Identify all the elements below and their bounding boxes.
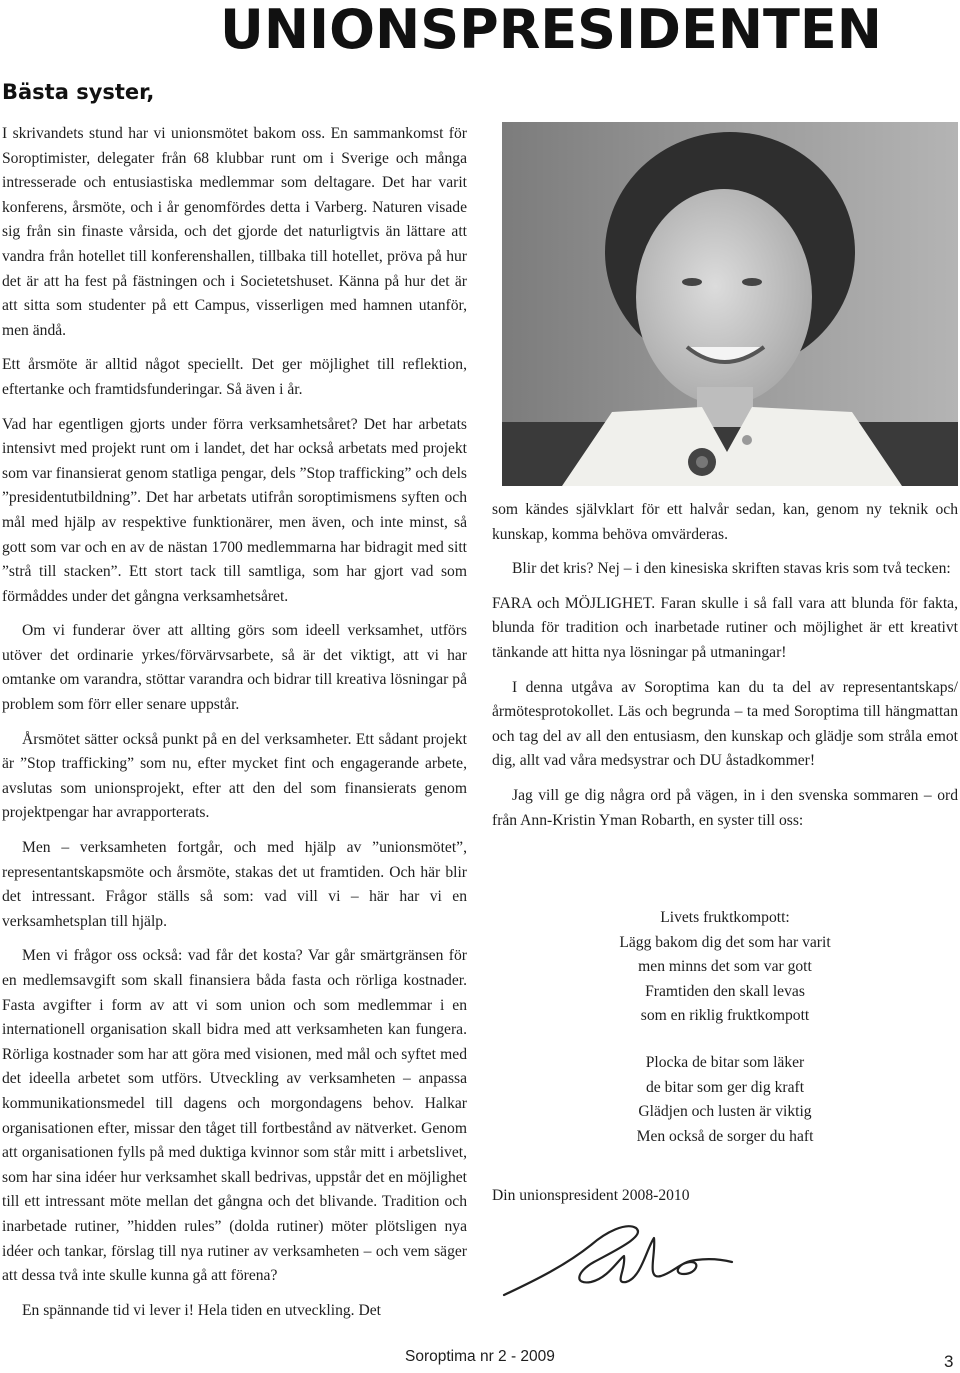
poem-line: Framtiden den skall levas [645,982,805,1000]
paragraph: Årsmötet sätter också punkt på en del verksamheter. Ett sådant projekt är ”Stop trafficking” som nu, efter mycket fint och engagerande arbete, avslutas som unionsprojekt, efter att den del som finansierats genom projektpengar har avrapporterats. [2,730,467,822]
paragraph: Vad har egentligen gjorts under förra verksamhetsåret? Det har arbetats intensivt med projekt runt om i landet, det har också arbetats med projekt som var finansierat genom statliga pengar, dels ”Stop trafficking” och dels ”presidentutbildning”. Det har arbetats utifrån soroptimismens syften och mål med hjälp av respektive funktionärer, men även, och inte minst, så gott som var och en av de nästan 1700 medlemmarna har bidragit med sitt ”strå till stacken”. Ett stort tack till samtliga, som har gjort vad som förmåddes under det gångna verksamhetsåret. [2,415,467,605]
paragraph: Men vi frågor oss också: vad får det kosta? Var går smärtgränsen för en medlemsavgift som skall finansiera båda fasta och rörliga kostnader. Fasta avgifter i form av att vi som union och som medlemmar i en internationell organisation skall bidra med att verksamheten kan fungera. Rörliga kostnader som har att göra med visionen, med mål och syftet med det ideella arbetet som utförs. Utveckling av verksamheten – anpassa kommunikationsmedel till dagens och morgondagens behov. Halkar organisationen efter, missar den tåget till fortbestånd av nätverket. Genom att organisationen fylls på med duktiga kvinnor som står mitt i arbetslivet, som har sina idéer hur verksamhet skall bedrivas, uppstår det en möjlighet till ett intressant möte mellan det gångna och det blivande. Tradition och inarbetade rutiner, ”hidden rules” (dolda rutiner) möter plötsligen nya idéer och tankar, förslag till nya rutiner av verksamheten – och vem säger att dessa två inte skulle kunna gå att förena? [2,947,467,1285]
poem [492,906,958,1171]
poem-stanza [492,1051,958,1149]
poem-line: Plocka de bitar som läker [645,1053,805,1071]
paragraph: I skrivandets stund har vi unionsmötet bakom oss. En sammankomst för Soroptimister, delegater från 68 klubbar runt om i Sverige och många intresserade och entusiastiska medlemmar som deltagare. Det har varit konferens, årsmöte, och i år genomfördes detta i Varberg. Naturen visade sig från sin finaste vårsida, och det gjorde det naturligtvis än lättare att vandra från hotellet till konferenshallen, tillbaka till hotellet, pröva på hur det är att ha fest på fästningen och i Societetshuset. Känna på hur det är att sitta som studenter på ett Campus, visserligen med hamnen utanför, men ändå. [2,125,467,339]
paragraph: som kändes självklart för ett halvår sedan, kan, genom ny teknik och kunskap, komma behöva omvärderas. [492,501,958,543]
greeting-heading: Bästa syster, [2,80,155,104]
right-article-column [492,498,958,843]
poem-line: de bitar som ger dig kraft [645,1078,805,1096]
paragraph: Blir det kris? Nej – i den kinesiska skriften stavas kris som två tecken: [512,560,951,578]
poem-line: Men också de sorger du haft [636,1127,814,1145]
paragraph: Men – verksamheten fortgår, och med hjälp av ”unionsmötet”, representantskapsmöte och årsmöte, stakas det ut framtiden. Och här blir det intressant. Frågor ställs så som: vad vill vi – här har vi en verksamhetsplan till hjälp. [2,839,467,930]
paragraph: Ett årsmöte är alltid något speciellt. Det ger möjlighet till reflektion, eftertanke och framtidsfunderingar. Så även i år. [2,356,467,398]
poem-line: Livets fruktkompott: [660,909,790,926]
publication-footer: Soroptima nr 2 - 2009 [405,1348,555,1365]
paragraph: Jag vill ge dig några ord på vägen, in i den svenska sommaren – ord från Ann-Kristin Yman Robarth, en syster till oss: [492,786,958,829]
paragraph: I denna utgåva av Soroptima kan du ta del av representantskaps/årmötesprotokollet. Läs och begrunda – ta med Soroptima till hängmattan och tag del av all den entusiasm, den kunskap och glädje som stråla emot dig, allt vad våra medsystrar och DU åstadkommer! [492,678,958,770]
page-title: UNIONSPRESIDENTEN [220,0,882,61]
poem-line: men minns det som var gott [638,958,812,976]
poem-line: Glädjen och lusten är viktig [638,1103,812,1121]
president-portrait-photo [502,122,958,486]
paragraph: En spännande tid vi lever i! Hela tiden en utveckling. Det [22,1301,381,1319]
paragraph: Om vi funderar över att allting görs som ideell verksamhet, utförs utöver det ordinarie yrkes/förvärvsarbete, så är det viktigt, att vi har omtanke om varandra, stöttar varandra och bidrar till kreativa lösningar på problem som förr eller senare uppstår. [2,622,467,714]
poem-stanza [492,906,958,1029]
closing-line: Din unionspresident 2008-2010 [492,1187,690,1204]
poem-line: som en riklig fruktkompott [640,1007,810,1025]
page-number: 3 [944,1352,954,1371]
handwritten-signature [496,1210,736,1305]
paragraph: FARA och MÖJLIGHET. Faran skulle i så fall vara att blunda för fakta, blunda för tradition och inarbetade rutiner och möjlighet är ett kreativt tänkande att hitta nya lösningar på utmaningar! [492,594,958,661]
left-article-column [2,122,467,1333]
poem-line: Lägg bakom dig det som har varit [619,933,831,951]
